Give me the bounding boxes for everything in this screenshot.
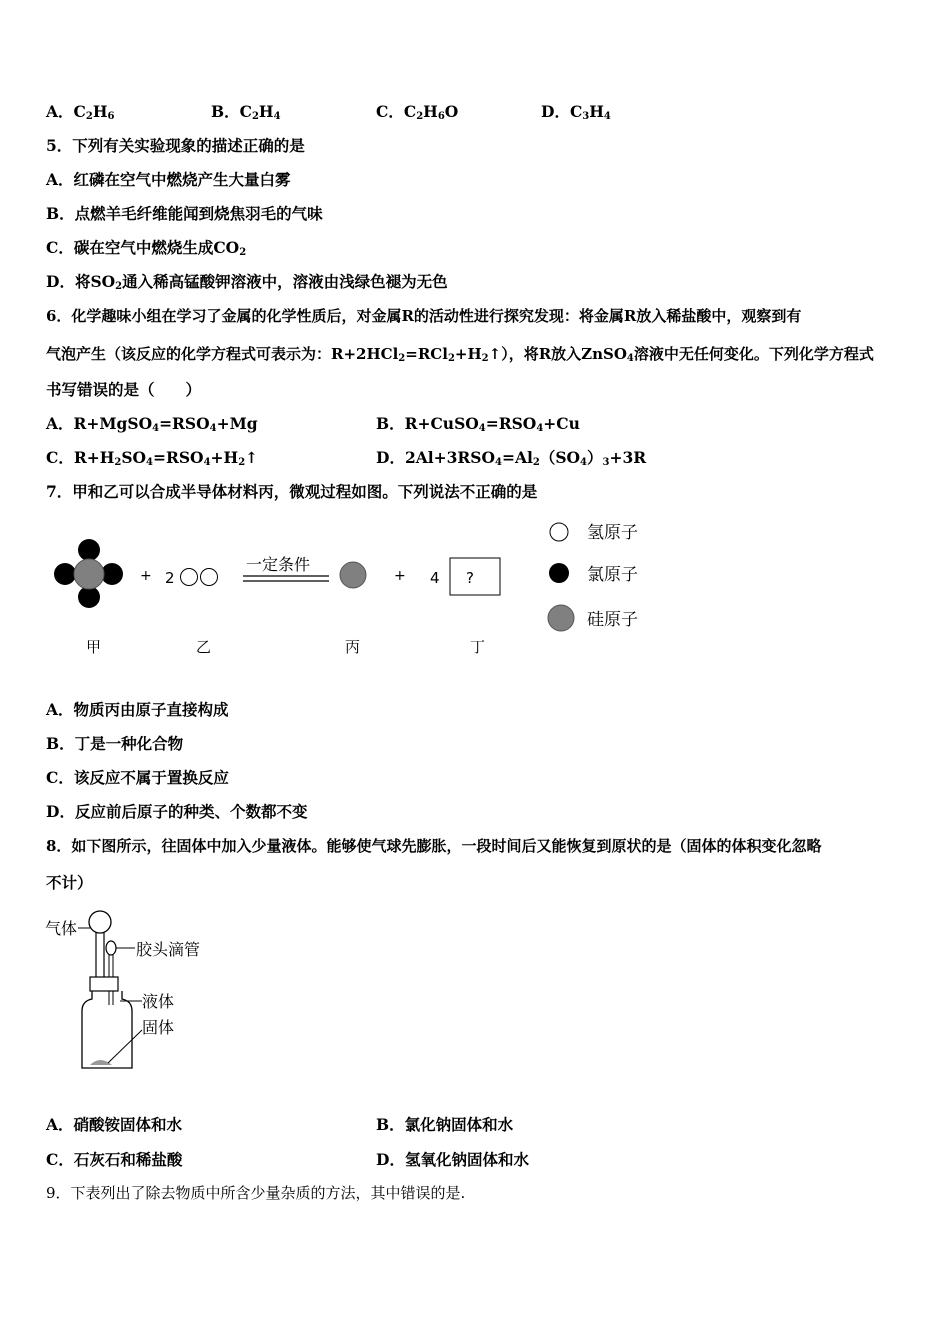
q8-option-b: B．氯化钠固体和水: [376, 1115, 514, 1134]
flask-icon: [82, 991, 132, 1068]
q7-reaction-diagram: [0, 510, 700, 670]
molecule-jia: [54, 539, 123, 608]
legend-hydrogen-label: 氢原子: [587, 523, 638, 543]
molecule-bing: [340, 562, 366, 588]
coefficient-ding: 4: [430, 569, 440, 587]
balloon-icon: [89, 911, 111, 933]
dropper-bulb-icon: [106, 941, 116, 955]
q5-option-b: B．点燃羊毛纤维能闻到烧焦羽毛的气味: [46, 204, 323, 223]
q4-option-d: D．$C_3H_4$: [541, 102, 611, 122]
label-solid: 固体: [142, 1018, 175, 1037]
q7-option-a: A．物质丙由原子直接构成: [46, 700, 229, 719]
q7-option-d: D．反应前后原子的种类、个数都不变: [46, 802, 308, 821]
legend-silicon-label: 硅原子: [587, 610, 638, 630]
legend-hydrogen-icon: [550, 523, 568, 541]
q6-stem-line2: 气泡产生（该反应的化学方程式可表示为：$R+2HCl_2=RCl_2+H_2↑$），将R放入ZnSO$_4$溶液中无任何变化。下列化学方程式: [46, 345, 874, 364]
q5-option-a: A．红磷在空气中燃烧产生大量白雾: [46, 170, 291, 189]
label-jia: 甲: [86, 638, 102, 656]
plus-sign-2: +: [394, 568, 406, 584]
q4-option-c: C．$C_2H_6O$: [376, 102, 459, 122]
plus-sign-1: +: [140, 568, 152, 584]
q5-option-c: C．碳在空气中燃烧生成$CO_2$: [46, 238, 247, 258]
q9-stem: 9．下表列出了除去物质中所含少量杂质的方法，其中错误的是.: [46, 1184, 466, 1202]
molecule-yi: [181, 569, 218, 586]
q6-option-b: B．$R+CuSO_4=RSO_4+Cu$: [376, 414, 580, 434]
q6-stem-line3: 书写错误的是（ ）: [46, 380, 202, 399]
label-liquid: 液体: [142, 992, 175, 1011]
label-gas: 气体: [45, 919, 78, 938]
q4-option-b: B．$C_2H_4$: [211, 102, 281, 122]
q6-option-d: D．$2Al+3RSO_4=Al_2(SO_4)_3+3R$: [376, 448, 647, 468]
q8-apparatus-diagram: [40, 905, 240, 1075]
coefficient-yi: 2: [165, 569, 175, 587]
q6-stem-line1: 6．化学趣味小组在学习了金属的化学性质后，对金属R的活动性进行探究发现：将金属R放入稀盐酸中，观察到有: [46, 307, 802, 325]
q8-option-d: D．氢氧化钠固体和水: [376, 1150, 529, 1169]
q8-option-c: C．石灰石和稀盐酸: [46, 1150, 183, 1169]
stopper-icon: [90, 977, 118, 991]
unknown-mark: ?: [466, 569, 474, 587]
q5-stem: 5．下列有关实验现象的描述正确的是: [46, 136, 305, 155]
label-ding: 丁: [470, 638, 486, 656]
label-dropper: 胶头滴管: [136, 940, 201, 959]
q7-option-c: C．该反应不属于置换反应: [46, 768, 229, 787]
q7-stem: 7．甲和乙可以合成半导体材料丙，微观过程如图。下列说法不正确的是: [46, 482, 538, 501]
q8-stem-line2: 不计）: [46, 873, 93, 892]
label-yi: 乙: [196, 638, 212, 656]
q8-option-a: A．硝酸铵固体和水: [46, 1115, 183, 1134]
legend-chlorine-icon: [549, 563, 569, 583]
q6-option-a: A．$R+MgSO_4=RSO_4+Mg$: [46, 414, 258, 434]
legend-silicon-icon: [548, 605, 574, 631]
q4-option-a: A．$C_2H_6$: [46, 102, 115, 122]
label-bing: 丙: [345, 638, 361, 656]
q6-option-c: C．$R+H_2SO_4=RSO_4+H_2↑$: [46, 448, 259, 468]
unknown-box: [450, 558, 500, 595]
q8-stem-line1: 8．如下图所示，往固体中加入少量液体。能够使气球先膨胀，一段时间后又能恢复到原状的是（固体的体积变化忽略: [46, 837, 822, 855]
q5-option-d: D．将$SO_2$通入稀高锰酸钾溶液中，溶液由浅绿色褪为无色: [46, 272, 448, 292]
q7-option-b: B．丁是一种化合物: [46, 734, 184, 753]
reaction-condition: 一定条件: [246, 555, 311, 574]
legend-chlorine-label: 氯原子: [587, 565, 638, 585]
